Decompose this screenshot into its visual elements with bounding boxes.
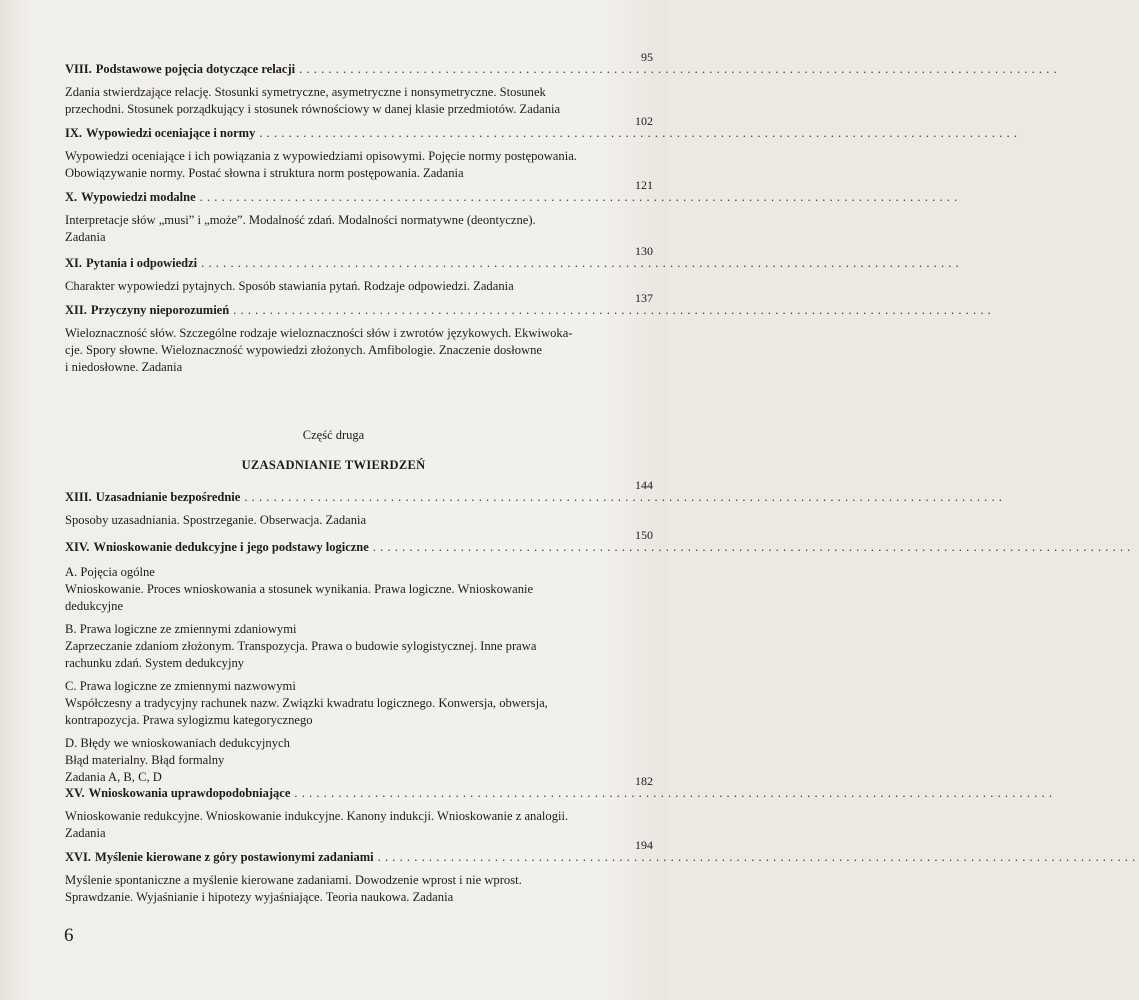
- chapter-heading: [65, 256, 963, 271]
- leader-dots: ........................................................................................................: [299, 62, 1061, 76]
- summary-line: Wnioskowanie redukcyjne. Wnioskowanie indukcyjne. Kanony indukcji. Wnioskowanie z analogii.: [65, 809, 569, 823]
- toc-entry-xvi: [65, 838, 1139, 906]
- subsection-d: [65, 735, 625, 786]
- summary-line: Zaprzeczanie zdaniom złożonym. Transpozycja. Prawa o budowie sylogistycznej. Inne prawa: [65, 639, 537, 653]
- summary-line: przechodni. Stosunek porządkujący i stosunek równościowy w danej klasie przedmiotów. Zadania: [65, 102, 561, 116]
- chapter-number: XI.: [65, 256, 83, 270]
- chapter-summary: [65, 808, 605, 842]
- toc-entry-xiii: [65, 478, 1007, 529]
- leader-dots: ........................................................................................................: [372, 540, 1135, 554]
- page-number: 150: [635, 528, 653, 542]
- summary-line: Współczesny a tradycyjny rachunek nazw. Związki kwadratu logicznego. Konwersja, obwersja,: [65, 696, 548, 710]
- chapter-summary: [65, 278, 605, 295]
- summary-line: Zadania: [65, 230, 106, 244]
- summary-line: Błąd materialny. Błąd formalny: [65, 753, 225, 767]
- chapter-summary: [65, 512, 605, 529]
- page-number: 194: [635, 838, 653, 852]
- chapter-title: Myślenie kierowane z góry postawionymi zadaniami: [95, 850, 374, 864]
- chapter-title: Uzasadnianie bezpośrednie: [95, 490, 241, 504]
- leader-dots: ........................................................................................................: [233, 303, 995, 317]
- chapter-number: XVI.: [65, 850, 92, 864]
- toc-entry-x: [65, 178, 962, 246]
- chapter-heading: [65, 303, 995, 318]
- summary-line: kontrapozycja. Prawa sylogizmu kategorycznego: [65, 713, 313, 727]
- leader-dots: ........................................................................................................: [244, 490, 1007, 504]
- toc-entry-viii: [65, 50, 1061, 118]
- summary-line: Charakter wypowiedzi pytajnych. Sposób stawiania pytań. Rodzaje odpowiedzi. Zadania: [65, 279, 514, 293]
- leader-dots: ........................................................................................................: [259, 126, 1022, 140]
- part-title: UZASADNIANIE TWIERDZEŃ: [241, 458, 426, 472]
- leader-dots: ........................................................................................................: [199, 190, 962, 204]
- leader-dots: ........................................................................................................: [377, 850, 1139, 864]
- chapter-summary: [65, 872, 605, 906]
- chapter-title: Podstawowe pojęcia dotyczące relacji: [95, 62, 296, 76]
- folio-page-number: 6: [64, 925, 74, 946]
- chapter-number: IX.: [65, 126, 83, 140]
- subsection-a: [65, 564, 625, 615]
- subsection-label: A. Pojęcia ogólne: [65, 565, 155, 579]
- subsection-c: [65, 678, 625, 729]
- chapter-number: XV.: [65, 786, 85, 800]
- part-label: Część druga: [302, 428, 365, 442]
- chapter-number: XII.: [65, 303, 87, 317]
- chapter-title: Wnioskowania uprawdopodobniające: [88, 786, 291, 800]
- chapter-heading: [65, 540, 1135, 555]
- page-number: 121: [635, 178, 653, 192]
- chapter-summary: [65, 84, 605, 118]
- summary-line: Zadania A, B, C, D: [65, 770, 162, 784]
- page-number: 102: [635, 114, 653, 128]
- summary-line: Myślenie spontaniczne a myślenie kierowane zadaniami. Dowodzenie wprost i nie wprost.: [65, 873, 522, 887]
- chapter-number: X.: [65, 190, 78, 204]
- page-number: 182: [635, 774, 653, 788]
- summary-line: Sposoby uzasadniania. Spostrzeganie. Obserwacja. Zadania: [65, 513, 367, 527]
- toc-entry-ix: [65, 114, 1022, 182]
- summary-line: Wnioskowanie. Proces wnioskowania a stosunek wynikania. Prawa logiczne. Wnioskowanie: [65, 582, 534, 596]
- page-number: 130: [635, 244, 653, 258]
- summary-line: Obowiązywanie normy. Postać słowna i struktura norm postępowania. Zadania: [65, 166, 464, 180]
- page-number: 95: [641, 50, 653, 64]
- summary-line: cje. Spory słowne. Wieloznaczność wypowiedzi złożonych. Amfibologie. Znaczenie dosłowne: [65, 343, 542, 357]
- chapter-number: XIV.: [65, 540, 90, 554]
- chapter-heading: [65, 490, 1007, 505]
- subsection-label: D. Błędy we wnioskowaniach dedukcyjnych: [65, 736, 290, 750]
- leader-dots: ........................................................................................................: [294, 786, 1057, 800]
- subsection-b: [65, 621, 625, 672]
- chapter-title: Wypowiedzi modalne: [81, 190, 196, 204]
- chapter-summary: [65, 148, 605, 182]
- subsection-label: B. Prawa logiczne ze zmiennymi zdaniowymi: [65, 622, 297, 636]
- summary-line: rachunku zdań. System dedukcyjny: [65, 656, 245, 670]
- summary-line: Wieloznaczność słów. Szczególne rodzaje wieloznaczności słów i zwrotów językowych. Ekwiwoka-: [65, 326, 573, 340]
- chapter-heading: [65, 850, 1139, 865]
- page-number: 144: [635, 478, 653, 492]
- toc-entry-xii: [65, 291, 995, 376]
- summary-line: Sprawdzanie. Wyjaśnianie i hipotezy wyjaśniające. Teoria naukowa. Zadania: [65, 890, 454, 904]
- summary-line: Wypowiedzi oceniające i ich powiązania z wypowiedziami opisowymi. Pojęcie normy postępowania.: [65, 149, 577, 163]
- summary-line: Interpretacje słów „musi” i „może”. Modalność zdań. Modalności normatywne (deontyczne).: [65, 213, 536, 227]
- chapter-heading: [65, 62, 1061, 77]
- summary-line: i niedosłowne. Zadania: [65, 360, 183, 374]
- chapter-summary: [65, 325, 605, 376]
- summary-line: Zadania: [65, 826, 106, 840]
- chapter-summary: [65, 212, 605, 246]
- chapter-heading: [65, 190, 962, 205]
- chapter-heading: [65, 786, 1057, 801]
- chapter-title: Wnioskowanie dedukcyjne i jego podstawy logiczne: [93, 540, 369, 554]
- page-number: 137: [635, 291, 653, 305]
- chapter-heading: [65, 126, 1022, 141]
- chapter-title: Wypowiedzi oceniające i normy: [86, 126, 256, 140]
- leader-dots: ........................................................................................................: [201, 256, 963, 270]
- chapter-number: VIII.: [65, 62, 92, 76]
- summary-line: dedukcyjne: [65, 599, 124, 613]
- chapter-title: Pytania i odpowiedzi: [86, 256, 198, 270]
- summary-line: Zdania stwierdzające relację. Stosunki symetryczne, asymetryczne i nonsymetryczne. Stosunek: [65, 85, 546, 99]
- subsection-label: C. Prawa logiczne ze zmiennymi nazwowymi: [65, 679, 296, 693]
- toc-entry-xi: [65, 244, 963, 295]
- chapter-title: Przyczyny nieporozumień: [90, 303, 230, 317]
- chapter-number: XIII.: [65, 490, 92, 504]
